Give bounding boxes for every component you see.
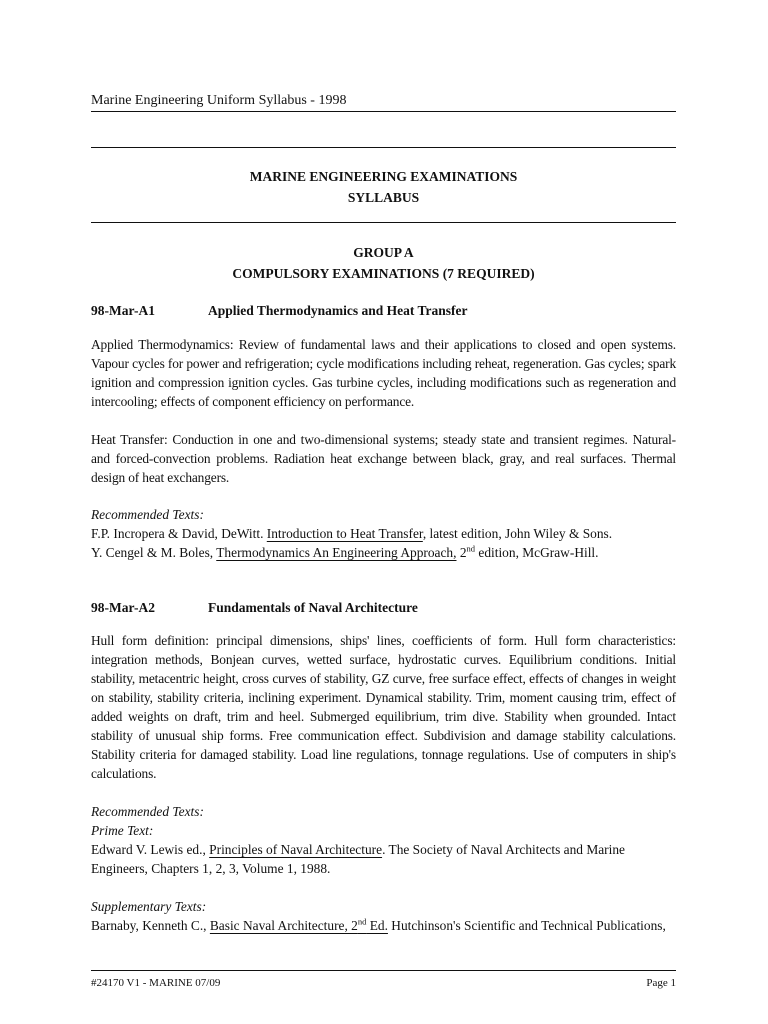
section-heading-a1: [91, 302, 676, 320]
section-heading-a2: [91, 599, 676, 617]
footer-rule: [91, 970, 676, 971]
ref-publisher: edition, McGraw-Hill.: [475, 545, 599, 560]
running-header: Marine Engineering Uniform Syllabus - 1998: [91, 93, 347, 108]
ref-edition-suffix: nd: [466, 543, 476, 554]
ref-publisher: Hutchinson's Scientific and Technical Publications,: [387, 918, 666, 933]
footer-document-id: #24170 V1 - MARINE 07/09: [91, 977, 221, 989]
ref-title: [210, 918, 388, 933]
ref-authors: Y. Cengel & M. Boles,: [91, 545, 217, 560]
document-title: [91, 166, 676, 208]
title-line-1: MARINE ENGINEERING EXAMINATIONS: [249, 169, 518, 184]
ref-publisher: . The Society of Naval Architects and Marine: [382, 842, 626, 857]
paragraph-thermodynamics: Applied Thermodynamics: Review of fundamental laws and their applications to closed and open systems. Vapour cycles for power and refrigeration; cycle modifications including reheat, regeneration. Gas cycles; spark ignition and compression ignition cycles. Gas turbine cycles, including modifications such as regeneration and intercooling; effects of component efficiency on performance.: [91, 337, 676, 409]
ref-title: Introduction to Heat Transfer: [266, 526, 423, 541]
title-bottom-rule: [91, 222, 676, 223]
reference-cengel: [91, 543, 676, 562]
ref-edition: 2: [456, 545, 467, 560]
paragraph-heat-transfer: Heat Transfer: Conduction in one and two-dimensional systems; steady state and transient regimes. Natural- and forced-convection problems. Radiation heat exchange between black, gray, and real surfaces. Thermal design of heat exchangers.: [91, 432, 676, 485]
section-code: 98-Mar-A2: [91, 600, 155, 615]
header-rule: [91, 111, 676, 112]
ref-title-edition: Ed.: [366, 918, 388, 933]
ref-title-text: Basic Naval Architecture, 2: [209, 918, 358, 933]
group-heading: [91, 242, 676, 284]
section-title: Fundamentals of Naval Architecture: [208, 600, 418, 615]
ref-title: Principles of Naval Architecture: [209, 842, 383, 857]
ref-publisher: , latest edition, John Wiley & Sons.: [422, 526, 613, 541]
group-line-1: GROUP A: [353, 245, 414, 260]
title-line-2: SYLLABUS: [347, 190, 420, 205]
reference-lewis: [91, 840, 676, 859]
reference-incropera: [91, 524, 676, 543]
supplementary-texts-label: Supplementary Texts:: [91, 899, 207, 914]
footer-page-number: Page 1: [646, 977, 676, 989]
ref-authors: F.P. Incropera & David, DeWitt.: [91, 526, 267, 541]
ref-title: Thermodynamics An Engineering Approach,: [216, 545, 457, 560]
title-top-rule: [91, 147, 676, 148]
group-line-2: COMPULSORY EXAMINATIONS (7 REQUIRED): [232, 266, 535, 281]
section-title: Applied Thermodynamics and Heat Transfer: [208, 303, 468, 318]
prime-text-label: Prime Text:: [91, 823, 154, 838]
ref-authors: Barnaby, Kenneth C.,: [91, 918, 210, 933]
section-code: 98-Mar-A1: [91, 303, 155, 318]
ref-edition-suffix: nd: [357, 916, 367, 927]
reference-barnaby: [91, 916, 676, 935]
ref-authors: Edward V. Lewis ed.,: [91, 842, 210, 857]
recommended-texts-label: Recommended Texts:: [91, 507, 204, 522]
reference-lewis-continued: Engineers, Chapters 1, 2, 3, Volume 1, 1988.: [91, 861, 331, 876]
paragraph-naval-architecture: Hull form definition: principal dimensions, ships' lines, coefficients of form. Hull form characteristics: integration methods, Bonjean curves, wetted surface, hydrostatic curves. Equilibrium conditions. Initial stability, metacentric height, cross curves of stability, GZ curve, free surface effect, effects of changes in weight on stability, stability criteria, inclining experiment. Dynamical stability. Trim, moment causing trim, effect of added weights on draft, trim and heel. Submerged equilibrium, trim dive. Stability when grounded. Intact stability of unusual ship forms. Free communication effect. Subdivision and damage stability calculations. Stability criteria for damaged stability. Load line regulations, tonnage regulations. Use of computers in ship's calculations.: [91, 633, 676, 781]
recommended-texts-label: Recommended Texts:: [91, 804, 204, 819]
